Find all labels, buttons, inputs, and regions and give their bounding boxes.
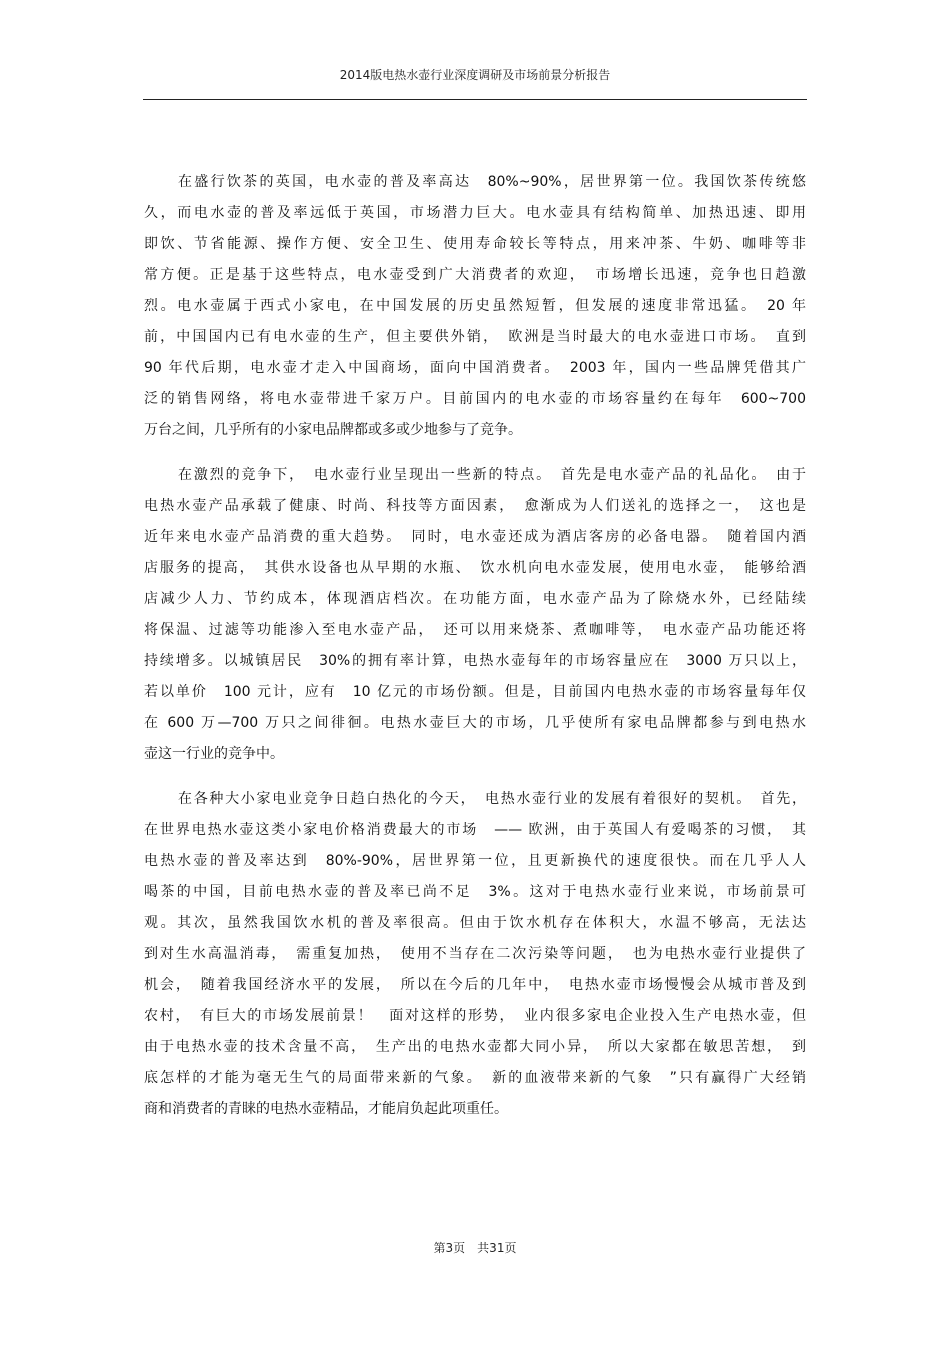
text-line: 商和消费者的青睐的电热水壶精品，才能肩负起此项重任。 (144, 1101, 508, 1117)
text-line: 喝茶的中国，目前电热水壶的普及率已尚不足 3%。这对于电热水壶行业来说，市场前景可 (144, 884, 806, 900)
document-body (144, 167, 806, 1139)
text-line: 观。其次，虽然我国饮水机的普及率很高。但由于饮水机存在体积大，水温不够高，无法达 (144, 915, 806, 931)
text-line: 烈。电水壶属于西式小家电，在中国发展的历史虽然短暂，但发展的速度非常迅猛。 20 年 (144, 298, 806, 314)
text-line: 久，而电水壶的普及率远低于英国，市场潜力巨大。电水壶具有结构简单、加热迅速、即用 (144, 205, 806, 221)
text-line: 在世界电热水壶这类小家电价格消费最大的市场 —— 欧洲，由于英国人有爱喝茶的习惯， 其 (144, 822, 806, 838)
text-line: 电热水壶产品承载了健康、时尚、科技等方面因素， 愈渐成为人们送礼的选择之一， 这也是 (144, 498, 806, 514)
text-line: 农村， 有巨大的市场发展前景！ 面对这样的形势， 业内很多家电企业投入生产电热水壶，但 (144, 1008, 806, 1024)
text-line: 在 600 万—700 万只之间徘徊。电热水壶巨大的市场，几乎使所有家电品牌都参与到电热水 (144, 715, 806, 731)
paragraph-3 (144, 784, 806, 1125)
paragraph-2 (144, 460, 806, 770)
header-divider (143, 99, 807, 100)
text-line: 常方便。正是基于这些特点，电水壶受到广大消费者的欢迎， 市场增长迅速，竞争也日趋激 (144, 267, 806, 283)
text-line: 万台之间，几乎所有的小家电品牌都或多或少地参与了竞争。 (144, 422, 522, 438)
text-line: 电热水壶的普及率达到 80%-90%，居世界第一位，且更新换代的速度很快。而在几乎人人 (144, 853, 806, 869)
text-line: 泛的销售网络，将电水壶带进千家万户。目前国内的电水壶的市场容量约在每年 600~700 (144, 391, 806, 407)
page-number-footer: 第3页 共31页 (433, 1241, 517, 1255)
text-line: 在激烈的竞争下， 电水壶行业呈现出一些新的特点。 首先是电水壶产品的礼品化。 由于 (178, 467, 806, 483)
paragraph-1 (144, 167, 806, 446)
text-line: 若以单价 100 元计，应有 10 亿元的市场份额。但是，目前国内电热水壶的市场容量每年仅 (144, 684, 806, 700)
text-line: 前，中国国内已有电水壶的生产，但主要供外销， 欧洲是当时最大的电水壶进口市场。 直到 (144, 329, 806, 345)
text-line: 在各种大小家电业竞争日趋白热化的今天， 电热水壶行业的发展有着很好的契机。 首先， (178, 791, 806, 807)
text-line: 由于电热水壶的技术含量不高， 生产出的电热水壶都大同小异， 所以大家都在敏思苦想， 到 (144, 1039, 806, 1055)
text-line: 到对生水高温消毒， 需重复加热， 使用不当存在二次污染等问题， 也为电热水壶行业提供了 (144, 946, 806, 962)
text-line: 近年来电水壶产品消费的重大趋势。 同时，电水壶还成为酒店客房的必备电器。 随着国内酒 (144, 529, 806, 545)
text-line: 壶这一行业的竞争中。 (144, 746, 284, 762)
text-line: 即饮、节省能源、操作方便、安全卫生、使用寿命较长等特点，用来冲茶、牛奶、咖啡等非 (144, 236, 806, 252)
text-line: 机会， 随着我国经济水平的发展， 所以在今后的几年中， 电热水壶市场慢慢会从城市普及到 (144, 977, 806, 993)
text-line: 店服务的提高， 其供水设备也从早期的水瓶、 饮水机向电水壶发展，使用电水壶， 能够给酒 (144, 560, 806, 576)
text-line: 90 年代后期，电水壶才走入中国商场，面向中国消费者。 2003 年，国内一些品牌凭借其广 (144, 360, 806, 376)
text-line: 将保温、过滤等功能渗入至电水壶产品， 还可以用来烧茶、煮咖啡等， 电水壶产品功能还将 (144, 622, 806, 638)
text-line: 底怎样的才能为毫无生气的局面带来新的气象。 新的血液带来新的气象 ”只有赢得广大经销 (144, 1070, 806, 1086)
text-line: 在盛行饮茶的英国，电水壶的普及率高达 80%~90%，居世界第一位。我国饮茶传统悠 (178, 174, 806, 190)
text-line: 店减少人力、节约成本，体现酒店档次。在功能方面，电水壶产品为了除烧水外，已经陆续 (144, 591, 806, 607)
text-line: 持续增多。以城镇居民 30%的拥有率计算，电热水壶每年的市场容量应在 3000 万只以上， (144, 653, 806, 669)
page-header-title: 2014版电热水壶行业深度调研及市场前景分析报告 (339, 68, 611, 82)
